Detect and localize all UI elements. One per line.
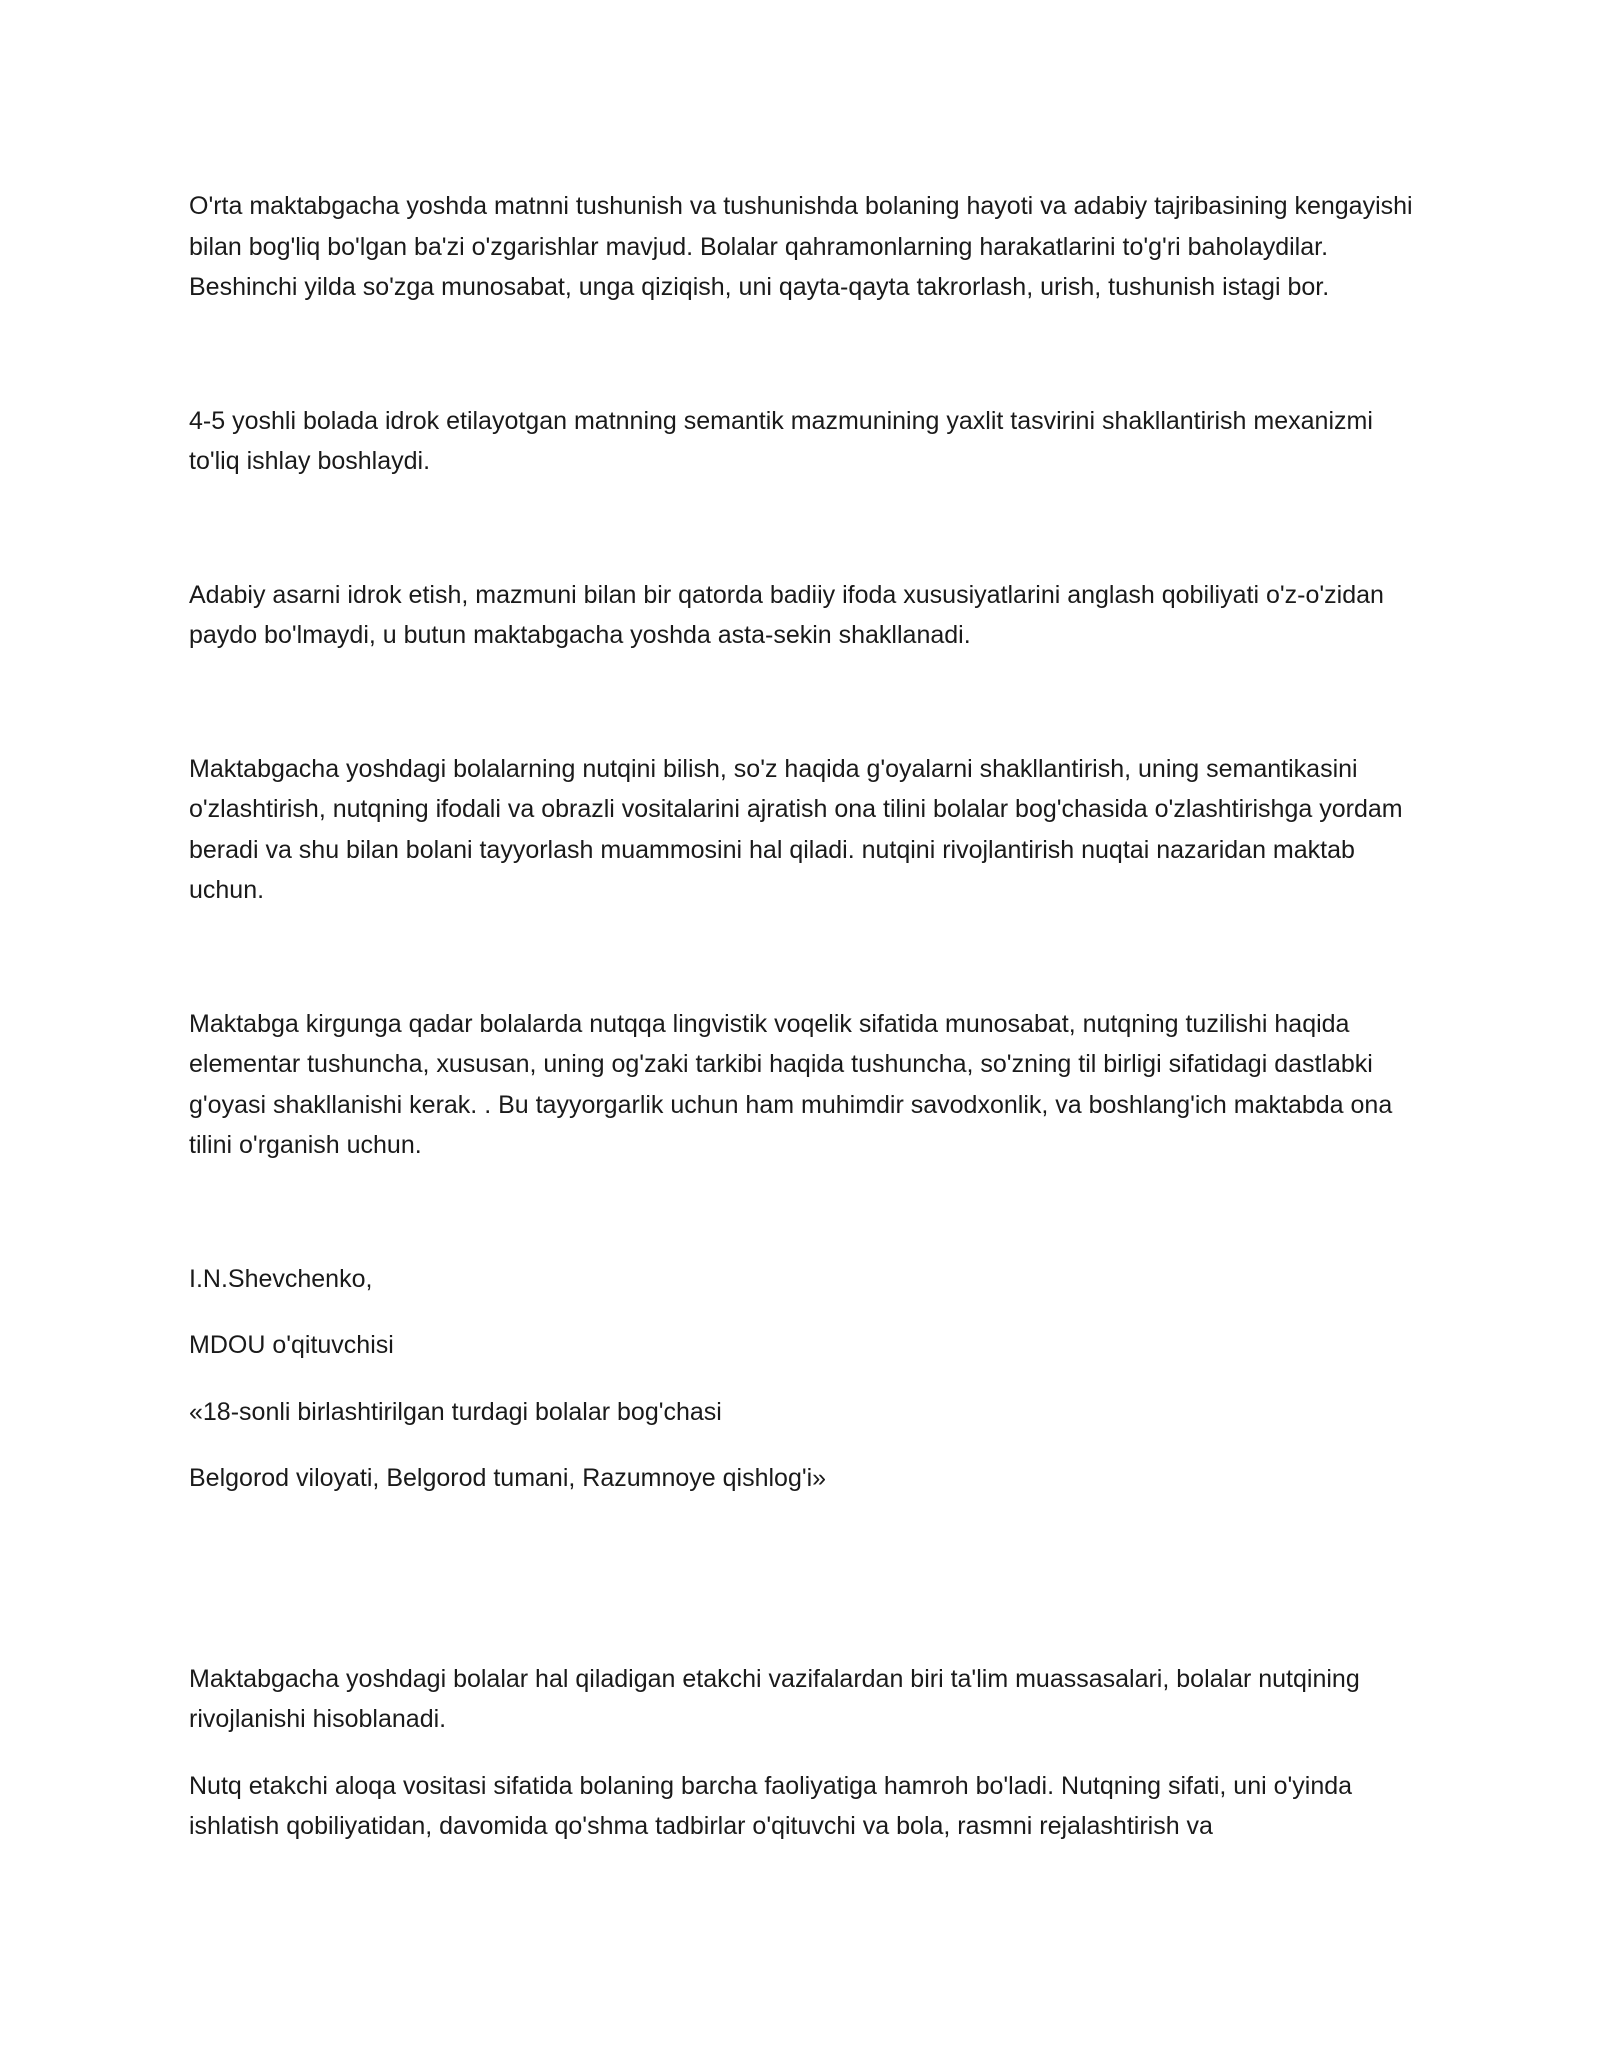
signature-name: I.N.Shevchenko, xyxy=(189,1264,373,1293)
closing-paragraph-2: Nutq etakchi aloqa vositasi sifatida bolaning barcha faoliyatiga hamroh bo'ladi. Nutqning sifati, uni o'yinda ishlatish qobiliyatidan, davomida qo'shma tadbirlar o'qituvchi va bola, rasmni rejalashtirish va xyxy=(189,1771,1353,1840)
signature-location: Belgorod viloyati, Belgorod tumani, Razumnoye qishlog'i» xyxy=(189,1464,827,1492)
signature-institution: «18-sonli birlashtirilgan turdagi bolalar bog'chasi xyxy=(189,1397,722,1426)
paragraph-1: O'rta maktabgacha yoshda matnni tushunish va tushunishda bolaning hayoti va adabiy tajribasining kengayishi bilan bog'liq bo'lgan ba'zi o'zgarishlar mavjud. Bolalar qahramonlarning harakatlarini to'g'ri baholaydilar. Beshinchi yilda so'zga munosabat, unga qiziqish, uni qayta-qayta takrorlash, urish, tushunish istagi bor. xyxy=(189,192,1413,301)
closing-paragraph-1: Maktabgacha yoshdagi bolalar hal qiladigan etakchi vazifalardan biri ta'lim muassasalari, bolalar nutqining rivojlanishi hisoblanadi. xyxy=(189,1664,1360,1733)
paragraph-4: Maktabgacha yoshdagi bolalarning nutqini bilish, so'z haqida g'oyalarni shakllantirish, uning semantikasini o'zlashtirish, nutqning ifodali va obrazli vositalarini ajratish ona tilini bolalar bog'chasida o'zlashtirishga yordam beradi va shu bilan bolani tayyorlash muammosini hal qiladi. nutqini rivojlantirish nuqtai nazaridan maktab uchun. xyxy=(189,754,1403,904)
signature-role: MDOU o'qituvchisi xyxy=(189,1331,394,1359)
paragraph-2: 4-5 yoshli bolada idrok etilayotgan matnning semantik mazmunining yaxlit tasvirini shakllantirish mexanizmi to'liq ishlay boshlaydi. xyxy=(189,406,1373,475)
paragraph-5: Maktabga kirgunga qadar bolalarda nutqqa lingvistik voqelik sifatida munosabat, nutqning tuzilishi haqida elementar tushuncha, xususan, uning og'zaki tarkibi haqida tushuncha, so'zning til birligi sifatidagi dastlabki g'oyasi shakllanishi kerak. . Bu tayyorgarlik uchun ham muhimdir savodxonlik, va boshlang'ich maktabda ona tilini o'rganish uchun. xyxy=(189,1009,1393,1159)
paragraph-3: Adabiy asarni idrok etish, mazmuni bilan bir qatorda badiiy ifoda xususiyatlarini anglash qobiliyati o'z-o'zidan paydo bo'lmaydi, u butun maktabgacha yoshda asta-sekin shakllanadi. xyxy=(189,580,1384,649)
document-body xyxy=(189,186,1429,1847)
